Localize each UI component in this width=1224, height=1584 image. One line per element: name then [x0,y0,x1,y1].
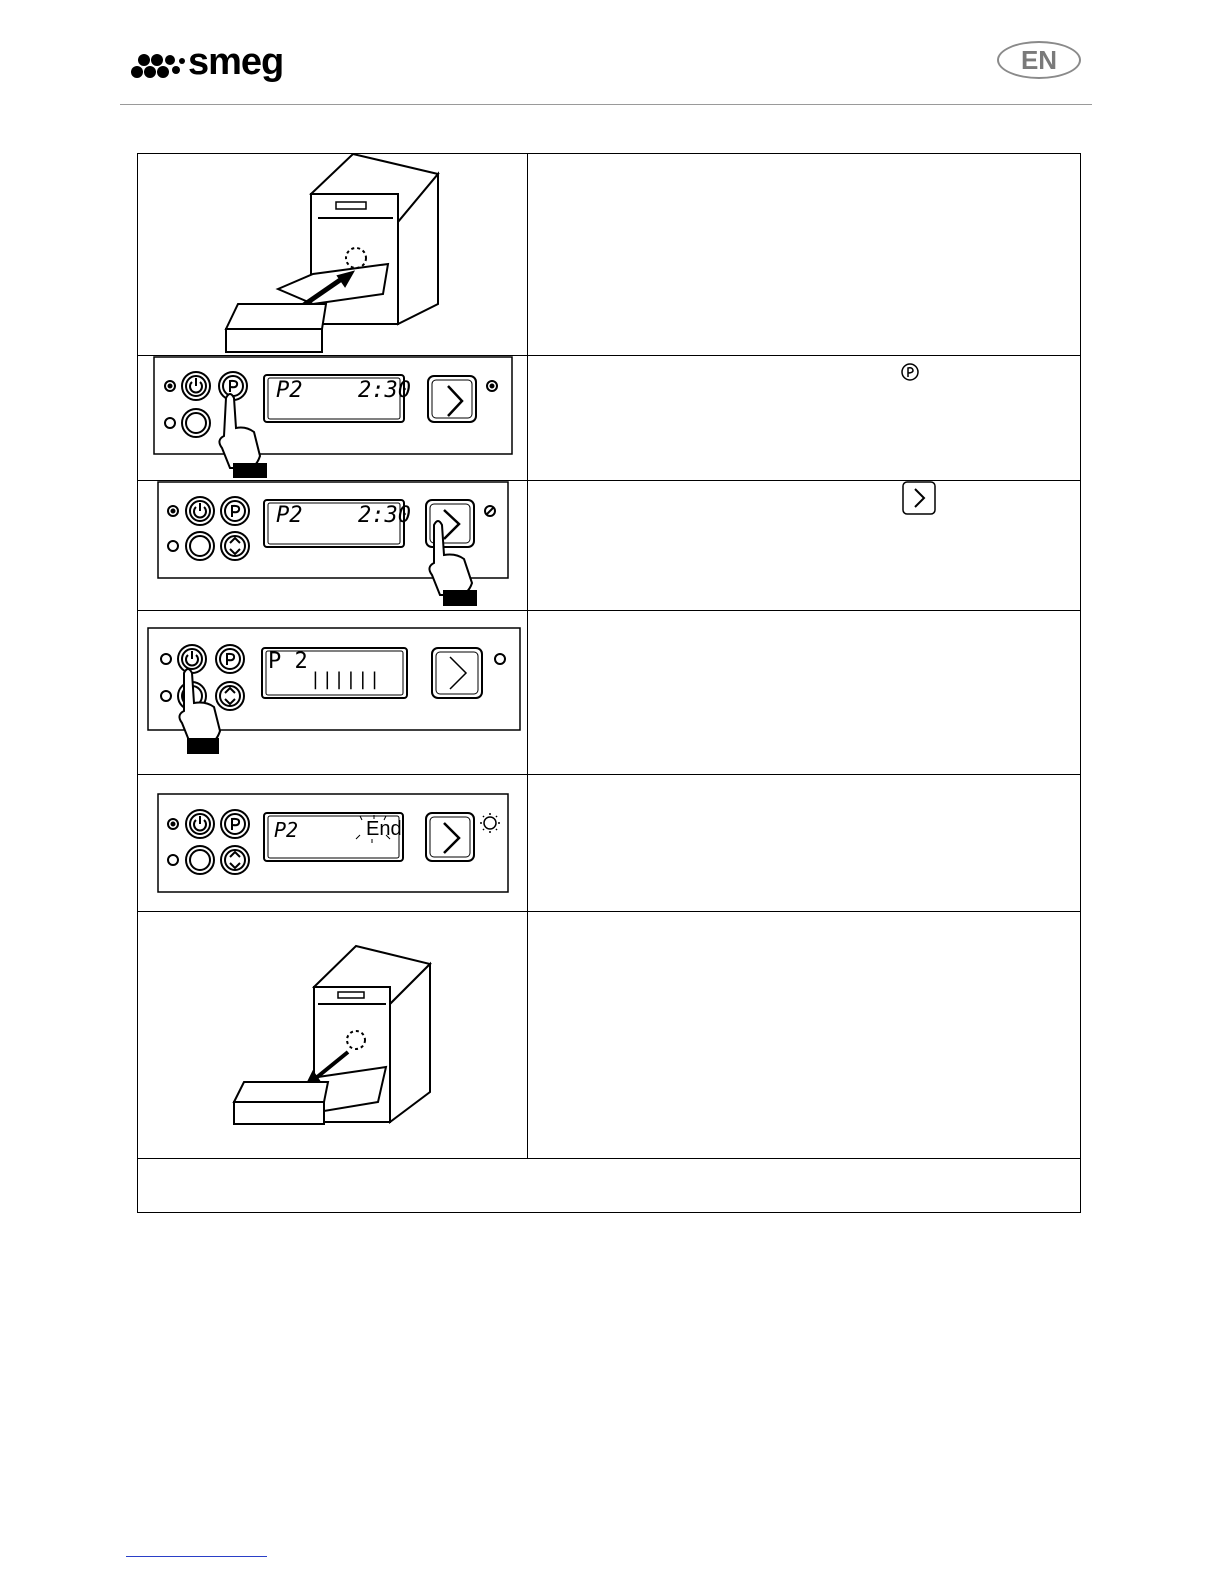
footer-note-text [138,1159,1080,1212]
step-text-1 [528,154,1080,355]
control-panel-illustration [138,611,528,774]
footer-note-row [138,1159,1080,1212]
display-program-text: P2 [276,503,303,528]
display-time-text: 2:30 [358,503,411,528]
step-row-6 [138,912,1080,1159]
logo-dots-icon [130,42,190,82]
control-panel-illustration [138,775,528,911]
step-row-4 [138,611,1080,775]
step-text-5 [528,775,1080,911]
step-image-press-program [138,356,528,480]
instruction-table [137,153,1081,1213]
start-button-icon [902,481,936,515]
control-panel-illustration [138,481,528,610]
step-row-1 [138,154,1080,356]
step-row-2 [138,356,1080,481]
footer-link-underline[interactable] [126,1556,267,1557]
step-text-3 [528,481,1080,610]
display-time-text: 2:30 [358,378,411,403]
page-header [0,0,1224,110]
dishwasher-remove-illustration [138,912,528,1158]
step-image-insert-tray [138,154,528,355]
display-program-text: P2 [276,378,303,403]
step-image-remove-tray [138,912,528,1158]
step-image-press-start [138,481,528,610]
step-image-end [138,775,528,911]
display-program-text: P2 [274,818,299,842]
header-divider [120,104,1092,105]
step-image-press-power [138,611,528,774]
program-button-icon [900,362,920,382]
step-row-5 [138,775,1080,912]
language-badge: EN [997,41,1081,79]
display-progress-bars: |||||| [310,669,382,690]
brand-name: smeg [188,41,284,83]
step-row-3 [138,481,1080,611]
control-panel-illustration [138,356,528,480]
step-text-4 [528,611,1080,774]
display-program-text: P 2 [268,649,308,674]
step-text-2 [528,356,1080,480]
display-end-text: End [366,818,402,840]
brand-logo [130,42,283,82]
step-text-6 [528,912,1080,1158]
dishwasher-insert-illustration [138,154,528,355]
